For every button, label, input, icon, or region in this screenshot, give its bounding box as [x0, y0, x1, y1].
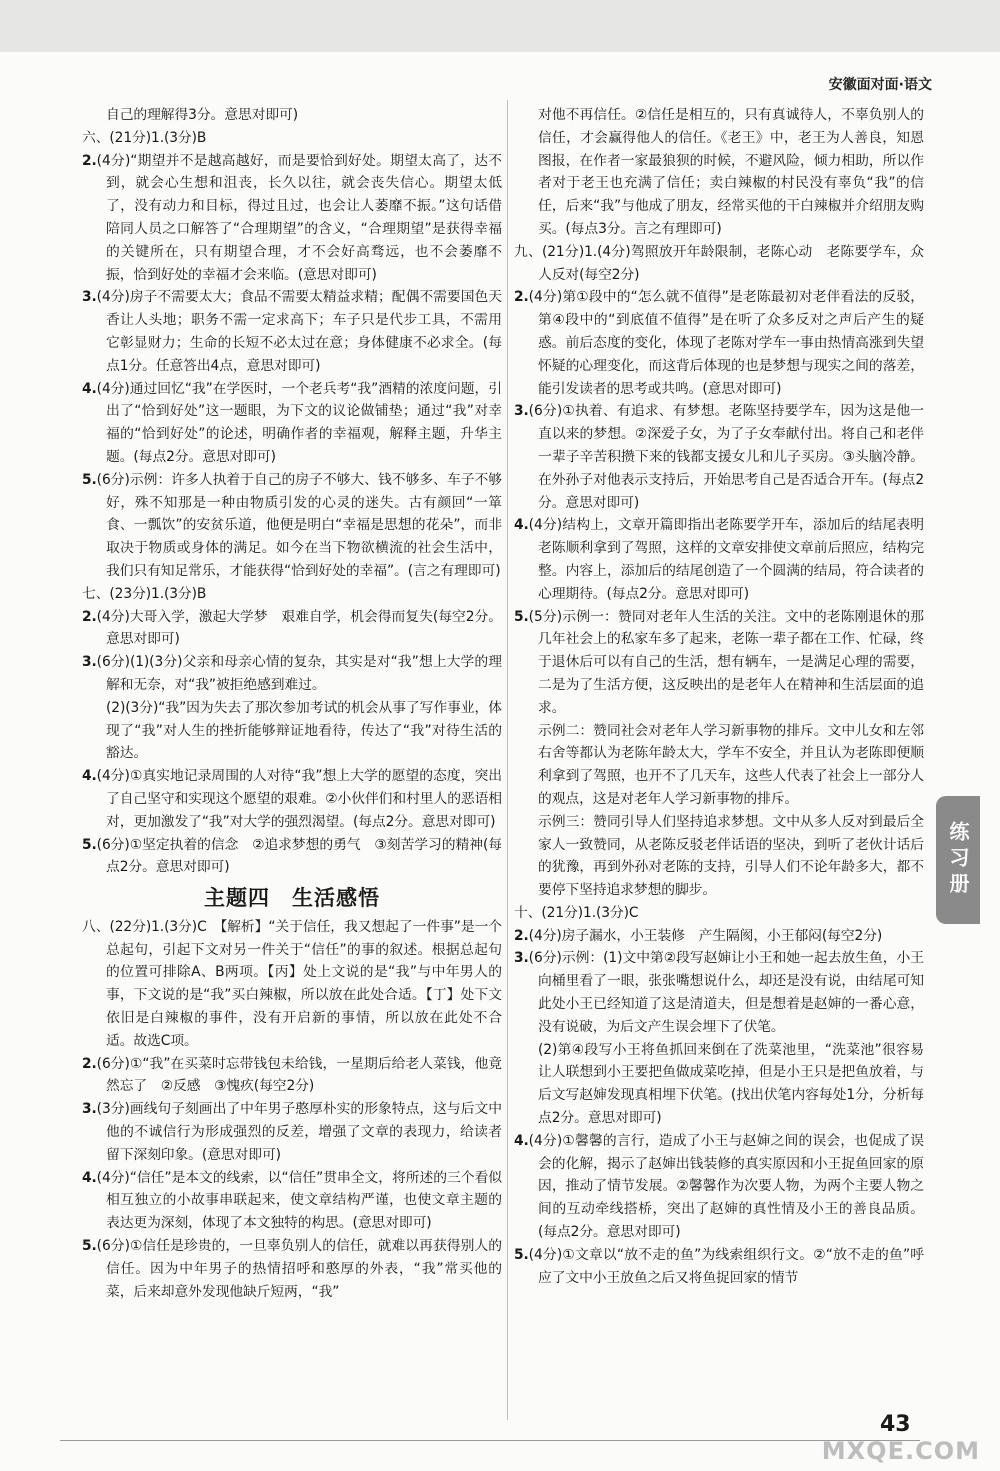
answer-paragraph [514, 286, 924, 400]
answer-text: (4分)①馨馨的言行，造成了小王与赵婶之间的误会，也促成了误会的化解，揭示了赵婶出钱装修的真实原因和小王捉鱼回家的原因，推动了情节发展。②馨馨作为次要人物，为两个主要人物之间的互动牵线搭桥，突出了赵婶的真性情及小王的善良品质。(每点2分。意思对即可) [528, 1132, 924, 1241]
answer-text: (6分)①“我”在买菜时忘带钱包未给钱，一星期后给老人菜钱，他竟然忘了 ②反感 ③愧疚(每空2分) [96, 1055, 502, 1095]
left-answers-part2 [82, 916, 502, 1304]
answer-paragraph [514, 720, 924, 811]
side-tab-practice-book: 练习册 [936, 796, 980, 924]
right-column [514, 104, 924, 1289]
answer-paragraph [82, 286, 502, 377]
answer-paragraph [82, 469, 502, 583]
answer-text: (4分)“信任”是本文的线索，以“信任”贯串全文，将所述的三个看似相互独立的小故事串联起来，使文章结构严谨，也使文章主题的表达更为深刻，体现了本文独特的构思。(意思对即可) [96, 1169, 502, 1232]
answer-paragraph [514, 1039, 924, 1130]
answer-paragraph [82, 378, 502, 469]
question-number: 5. [82, 1238, 97, 1255]
running-header: 安徽面对面·语文 [828, 77, 932, 93]
question-number: 3. [82, 654, 97, 671]
answer-text: 六、(21分)1.(3分)B [82, 129, 207, 146]
answer-text: 自己的理解得3分。意思对即可) [106, 107, 299, 123]
answer-paragraph [514, 606, 924, 720]
page-number: 43 [880, 1412, 911, 1437]
answer-paragraph [514, 514, 924, 605]
answer-text: (6分)①坚定执着的信念 ②追求梦想的勇气 ③刻苦学习的精神(每点2分。意思对即可) [96, 836, 502, 876]
question-number: 3. [514, 950, 529, 967]
answer-text: 九、(21分)1.(4分)驾照放开年龄限制，老陈心动 老陈要学车，众人反对(每空2分) [514, 243, 924, 283]
answer-text: (4分)“期望并不是越高越好，而是要恰到好处。期望太高了，达不到，就会心生想和沮丧，长久以往，就会丧失信心。期望太低了，没有动力和目标，得过且过，也会让人萎靡不振。”这句话借陪同人员之口解答了“合理期望”的含义，“合理期望”是获得幸福的关键所在，只有期望合理，才不会好高骛远，也不会萎靡不振，恰到好处的幸福才会来临。(意思对即可) [96, 152, 502, 283]
right-answers [514, 104, 924, 1289]
answer-paragraph [82, 583, 502, 606]
answer-text: (6分)①信任是珍贵的，一旦辜负别人的信任，就难以再获得别人的信任。因为中年男子的热情招呼和憨厚的外表，“我”常买他的菜，后来却意外发现他缺斤短两，“我” [96, 1238, 502, 1300]
answer-text: (4分)房子不需要太大；食品不需要太精益求精；配偶不需要国色天香让人头地；职务不需一定求高下；车子只是代步工具，不需用它彰显财力；生命的长短不必太过在意；身体健康不必求全。(每点1分。任意答出4点，意思对即可) [96, 289, 502, 374]
answer-paragraph [82, 916, 502, 1053]
answer-text: 对他不再信任。②信任是相互的，只有真诚待人，不辜负别人的信任，才会赢得他人的信任。《老王》中，老王为人善良，知恩图报，在作者一家最狼狈的时候，不避风险，倾力相助，所以作者对于老王也充满了信任；卖白辣椒的村民没有辜负“我”的信任，后来“我”与他成了朋友，经常买他的干白辣椒并介绍朋友购买。(每点3分。言之有理即可) [538, 107, 924, 237]
answer-paragraph [82, 765, 502, 833]
answer-paragraph [514, 925, 924, 948]
answer-paragraph [82, 1235, 502, 1303]
answer-text: (6分)示例：(1)文中第②段写赵婶让小王和她一起去放生鱼，小王向桶里看了一眼，张张嘴想说什么，却还是没有说，由结尾可知此处小王已经知道了这是清道夫，但是想着是赵婶的一番心意，没有说破，为后文产生误会埋下了伏笔。 [528, 950, 924, 1035]
answer-text: (3分)画线句子刻画出了中年男子憨厚朴实的形象特点，这与后文中他的不诚信行为形成强烈的反差，增强了文章的表现力，给读者留下深刻印象。(意思对即可) [96, 1101, 502, 1163]
answer-paragraph [82, 1167, 502, 1235]
answer-text: (5分)示例一：赞同对老年人生活的关注。文中的老陈刚退休的那几年社会上的私家车多了起来，老陈一辈子都在工作、忙碌，终于退休后可以有自己的生活，想有辆车，一是满足心理的需要，二是为了生活方便，这反映出的是老年人在精神和生活层面的追求。 [528, 608, 924, 716]
answer-paragraph [82, 697, 502, 765]
question-number: 5. [82, 471, 97, 488]
answer-text: (4分)通过回忆“我”在学医时，一个老兵考“我”酒精的浓度问题，引出了“恰到好处”这一题眼，为下文的议论做铺垫；通过“我”对幸福的“恰到好处”的论述，明确作者的幸福观，解释主题，升华主题。(每点2分。意思对即可) [96, 380, 502, 465]
question-number: 4. [514, 517, 529, 534]
watermark: MXQE.COM [821, 1437, 980, 1465]
question-number: 5. [514, 608, 529, 625]
column-divider [507, 100, 508, 1420]
answer-paragraph [82, 1098, 502, 1166]
footer-rule [60, 1440, 920, 1441]
answer-text: (4分)房子漏水，小王装修 产生隔阂，小王郁闷(每空2分) [528, 927, 883, 944]
question-number: 4. [82, 768, 97, 785]
left-column [82, 104, 502, 1303]
answer-paragraph [514, 811, 924, 902]
answer-text: (2)第④段写小王将鱼抓回来倒在了洗菜池里，“洗菜池”很容易让人联想到小王要把鱼做成菜吃掉，但是小王只是把鱼放着，与后文写赵婶发现真相埋下伏笔。(找出伏笔内容每处1分，分析每点2分。意思对即可) [538, 1041, 924, 1127]
left-answers-part1 [82, 104, 502, 879]
question-number: 2. [82, 152, 97, 169]
answer-text: (4分)第①段中的“怎么就不值得”是老陈最初对老伴看法的反驳，第④段中的“到底值不值得”是在听了众多反对之声后产生的疑惑。前后态度的变化，体现了老陈对学车一事由热情高涨到失望怀疑的心理变化，而这背后体现的也是梦想与现实之间的落差，能引发读者的思考或共鸣。(意思对即可) [528, 289, 924, 397]
scan-top-band [0, 0, 1000, 52]
answer-paragraph [82, 606, 502, 652]
answer-text: (4分)①文章以“放不走的鱼”为线索组织行文。②“放不走的鱼”呼应了文中小王放鱼之后又将鱼捉回家的情节 [528, 1246, 924, 1286]
answer-paragraph [82, 127, 502, 150]
answer-paragraph [82, 1053, 502, 1099]
question-number: 2. [82, 1055, 97, 1072]
question-number: 2. [514, 927, 529, 944]
answer-text: (4分)结构上，文章开篇即指出老陈要学开车，添加后的结尾表明老陈顺利拿到了驾照，这样的文章安排使文章前后照应，结构完整。内容上，添加后的结尾创造了一个圆满的结局，符合读者的心理期待。(每点2分。意思对即可) [528, 517, 924, 602]
answer-paragraph [514, 1130, 924, 1244]
answer-paragraph [82, 150, 502, 287]
chapter-title: 主题四 生活感悟 [204, 886, 380, 911]
answer-text: (2)(3分)“我”因为失去了那次参加考试的机会从事了写作事业，体现了“我”对人生的挫折能够辩证地看待，传达了“我”对待生活的豁达。 [106, 699, 502, 762]
answer-text: (4分)①真实地记录周围的人对待“我”想上大学的愿望的态度，突出了自己坚守和实现这个愿望的艰难。②小伙伴们和村里人的恶语相对，更加激发了“我”对大学的强烈渴望。(每点2分。意思对即可) [96, 768, 502, 830]
answer-paragraph [514, 947, 924, 1038]
answer-text: (6分)(1)(3分)父亲和母亲心情的复杂，其实是对“我”想上大学的理解和无奈，对“我”被拒绝感到难过。 [96, 654, 502, 693]
question-number: 2. [82, 608, 97, 625]
answer-paragraph [82, 834, 502, 880]
answer-text: (6分)示例：许多人执着于自己的房子不够大、钱不够多、车子不够好，殊不知那是一种由物质引发的心灵的迷失。古有颜回“一箪食、一瓢饮”的安贫乐道，他便是明白“幸福是思想的花朵”，而非取决于物质或身体的满足。如今在当下物欲横流的社会生活中，我们只有知足常乐，才能获得“恰到好处的幸福”。(言之有理即可) [96, 471, 502, 579]
answer-text: 示例二：赞同社会对老年人学习新事物的排斥。文中儿女和左邻右舍等都认为老陈年龄太大，学车不安全，并且认为老陈即便顺利拿到了驾照，也开不了几天车，这些人代表了社会上一部分人的观点，这是对老年人学习新事物的排斥。 [538, 722, 924, 807]
question-number: 3. [82, 1101, 97, 1118]
question-number: 2. [514, 289, 529, 306]
question-number: 5. [514, 1246, 529, 1263]
answer-paragraph [82, 651, 502, 697]
question-number: 5. [82, 836, 97, 853]
answer-text: 八、(22分)1.(3分)C 【解析】“关于信任，我又想起了一件事”是一个总起句，引起下文对另一件关于“信任”的事的叙述。根据总起句的位置可排除A、B两项。【丙】处上文说的是“我”与中年男人的事，下文说的是“我”买白辣椒，所以放在此处合适。【丁】处下文依旧是白辣椒的事件，没有开启新的事情，所以放在此处不合适。故选C项。 [82, 918, 502, 1049]
answer-text: (6分)①执着、有追求、有梦想。老陈坚持要学车，因为这是他一直以来的梦想。②深爱子女，为了子女奉献付出。将自己和老伴一辈子辛苦积攒下来的钱都支援女儿和儿子买房。③头脑冷静。在外孙子对他表示支持后，开始思考自己是否适合开车。(每点2分。意思对即可) [528, 403, 924, 511]
question-number: 4. [82, 1169, 97, 1186]
answer-paragraph [514, 902, 924, 925]
answer-text: 十、(21分)1.(3分)C [514, 904, 639, 921]
question-number: 4. [82, 380, 97, 397]
answer-paragraph [514, 241, 924, 287]
question-number: 4. [514, 1132, 529, 1149]
question-number: 3. [82, 289, 97, 306]
answer-paragraph [514, 1244, 924, 1290]
answer-text: 示例三：赞同引导人们坚持追求梦想。文中从多人反对到最后全家人一致赞同，从老陈反驳老伴话语的坚决，到听了老伙计话后的犹豫，再到外孙对老陈的支持，引导人们不论年龄多大，都不要停下坚持追求梦想的脚步。 [538, 813, 924, 899]
answer-paragraph [514, 400, 924, 514]
answer-paragraph [514, 104, 924, 241]
answer-text: 七、(23分)1.(3分)B [82, 585, 207, 602]
answer-text: (4分)大哥入学，激起大学梦 艰难自学，机会得而复失(每空2分。意思对即可) [96, 608, 502, 648]
question-number: 3. [514, 403, 529, 420]
answer-paragraph [82, 104, 502, 127]
